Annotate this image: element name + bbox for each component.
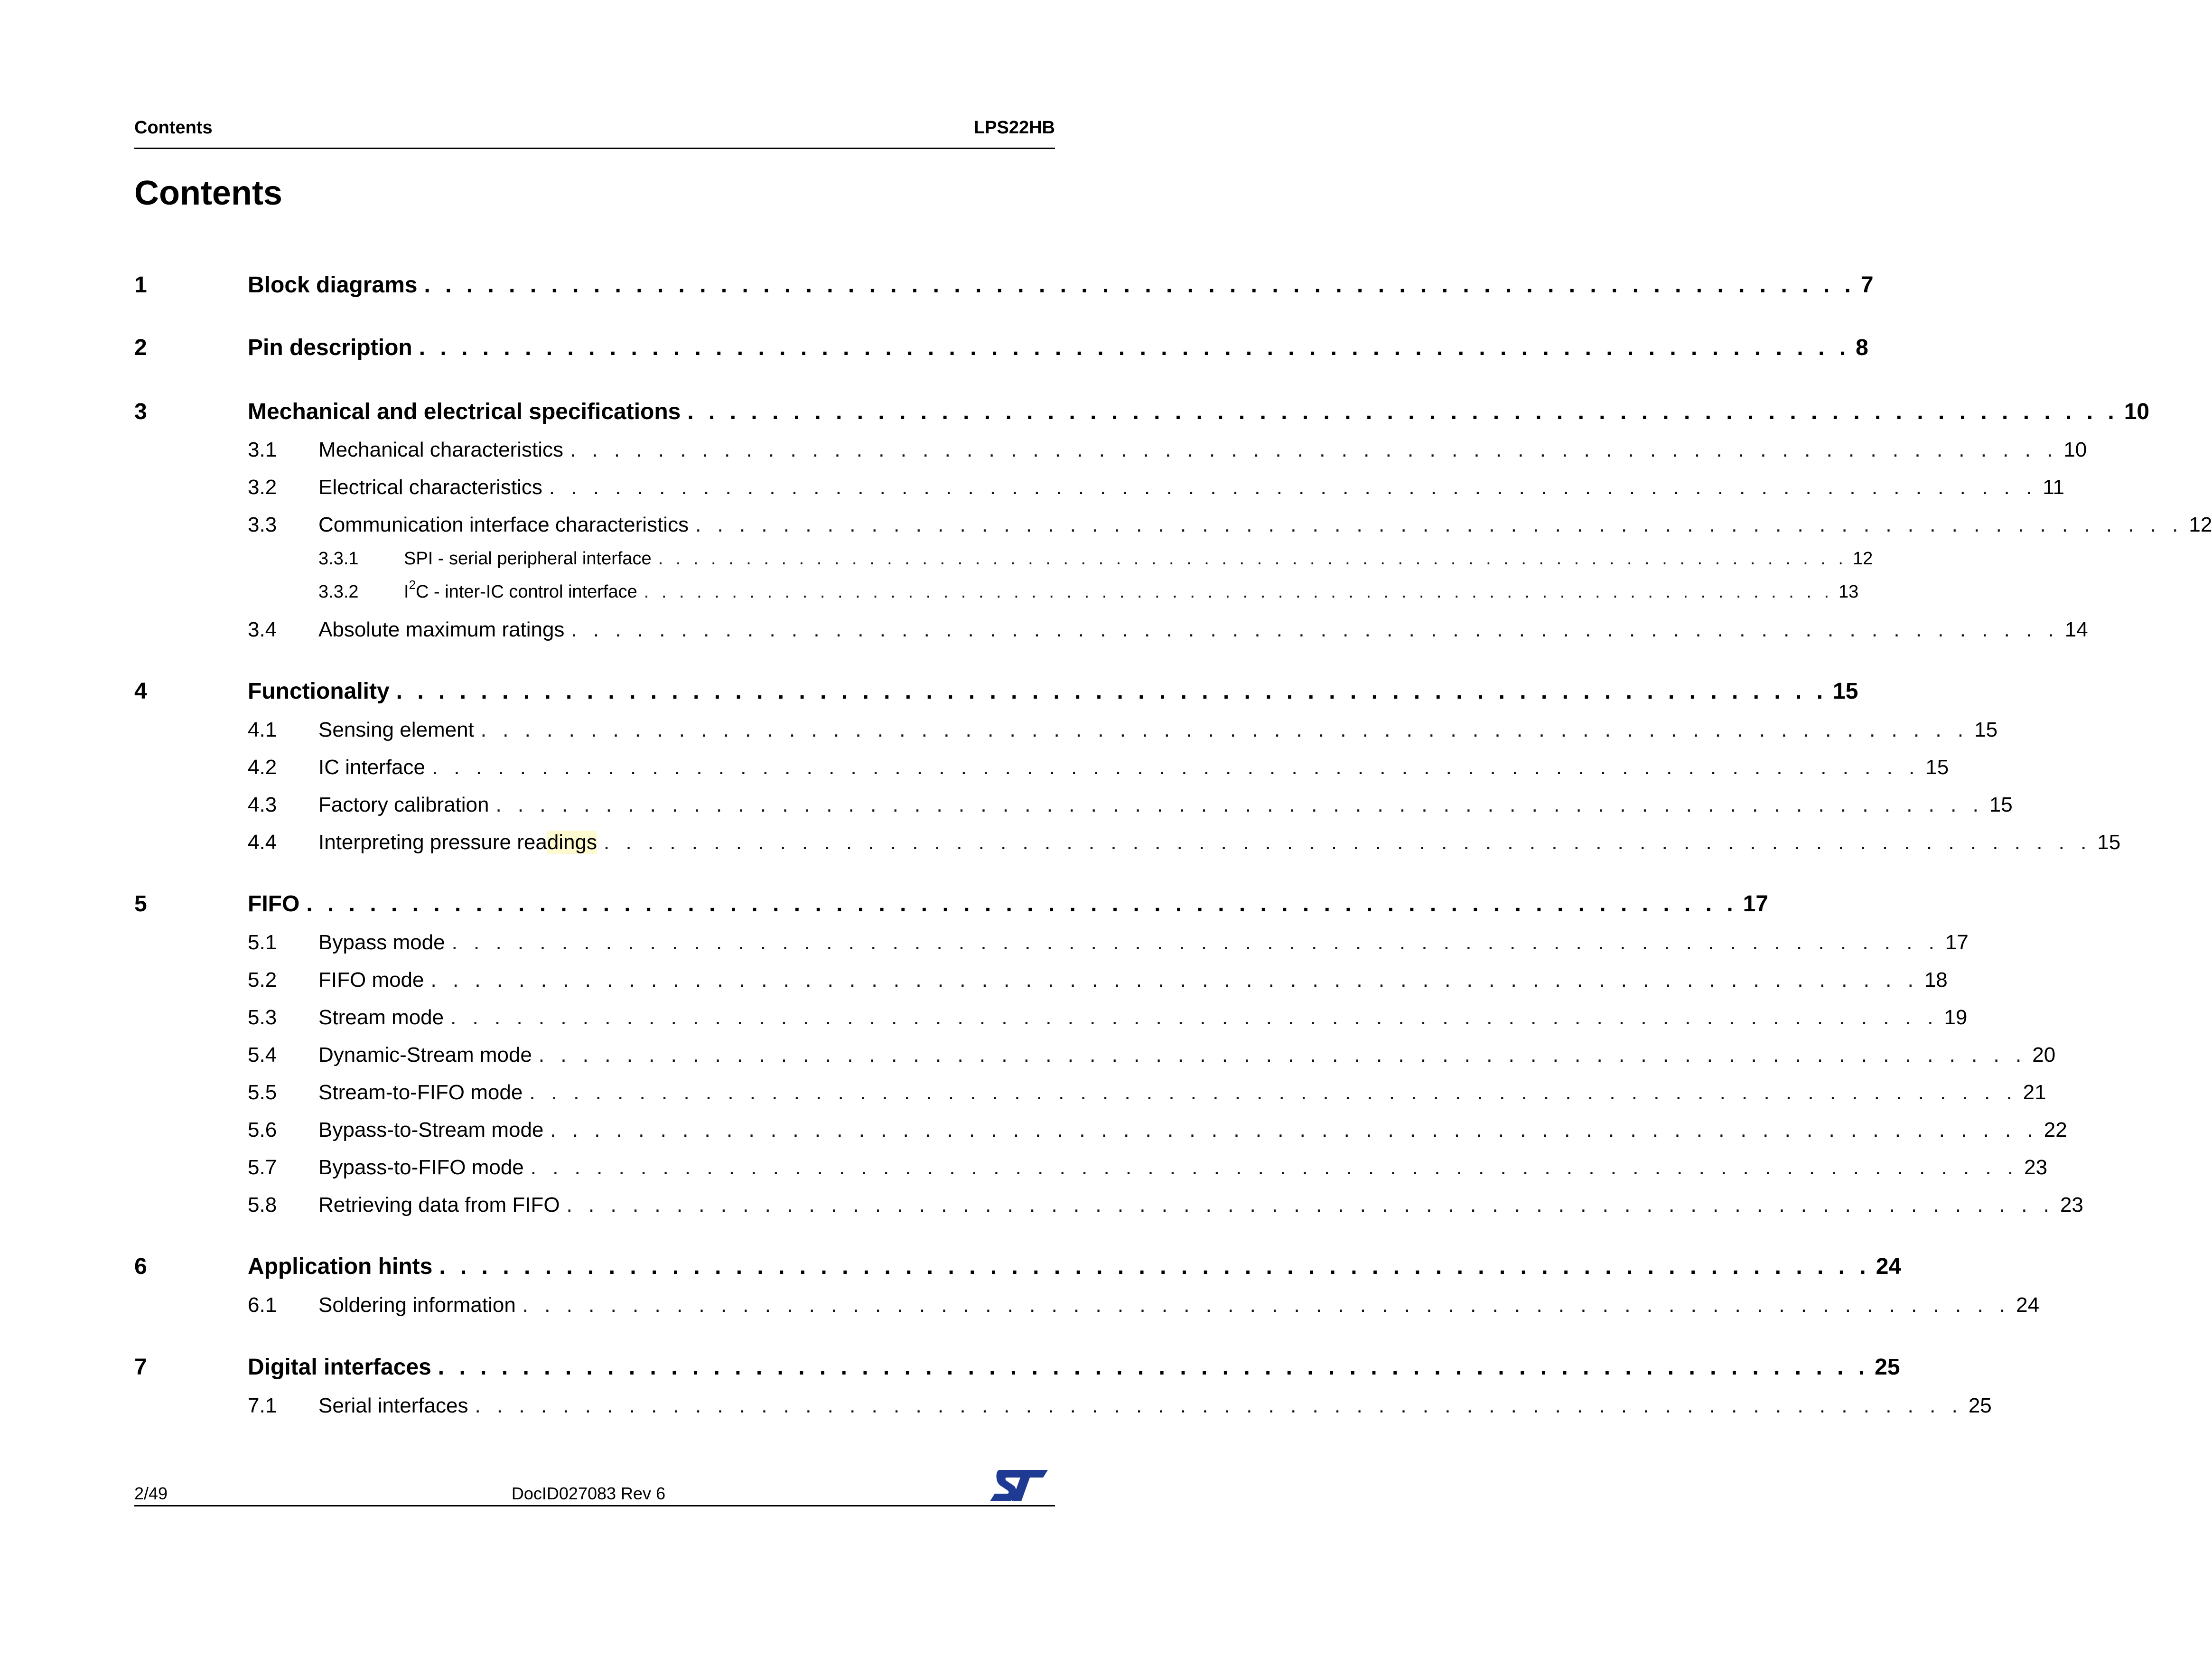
toc-entry-6[interactable]: 6 Application hints . . . . . . . . . . . . . . . . . . . . . . . . . . . . . . . . . . . . . . . . . . . . . . . . . . . . . . . . . . . . . . . . . . . . 24 [134,1254,1902,1279]
toc-page-number: 24 [1876,1254,1902,1279]
toc-title[interactable]: Absolute maximum ratings [318,618,565,641]
toc-entry-7[interactable]: 7 Digital interfaces . . . . . . . . . . . . . . . . . . . . . . . . . . . . . . . . . . . . . . . . . . . . . . . . . . . . . . . . . . . . . . . . . . . . 25 [134,1355,1900,1380]
toc-page-number: 25 [1875,1355,1900,1380]
toc-page-number: 11 [2043,476,2064,499]
toc-page-number: 10 [2063,438,2087,461]
toc-number: 5.2 [248,968,277,992]
toc-entry-5-2[interactable]: 5.2 FIFO mode . . . . . . . . . . . . . . . . . . . . . . . . . . . . . . . . . . . . . . . . . . . . . . . . . . . . . . . . . . . . . . . . . . . . 18 [248,968,1948,992]
toc-entry-5[interactable]: 5 FIFO . . . . . . . . . . . . . . . . . . . . . . . . . . . . . . . . . . . . . . . . . . . . . . . . . . . . . . . . . . . . . . . . . . . . 17 [134,891,1769,917]
toc-entry-4-3[interactable]: 4.3 Factory calibration . . . . . . . . . . . . . . . . . . . . . . . . . . . . . . . . . . . . . . . . . . . . . . . . . . . . . . . . . . . . . . . . . . . . 15 [248,793,2013,816]
toc-entry-3-3[interactable]: 3.3 Communication interface characteristics . . . . . . . . . . . . . . . . . . . . . . . . . . . . . . . . . . . . . . . . . . . . . . . . . . . . . . . . . . . . . . . . . . . . 12 [248,513,2212,536]
toc-number: 3.3.2 [318,582,359,602]
toc-page-number: 20 [2032,1043,2056,1066]
toc-title[interactable]: Serial interfaces [318,1394,468,1417]
toc-title[interactable]: Application hints [248,1254,433,1279]
toc-page-number: 14 [2064,618,2088,641]
toc-title[interactable]: Sensing element [318,718,474,741]
toc-page-number: 22 [2044,1118,2067,1141]
toc-title[interactable]: Bypass-to-Stream mode [318,1118,544,1141]
toc-entry-3-3-2[interactable]: 3.3.2 $I^2C$ - inter-IC control interface . . . . . . . . . . . . . . . . . . . . . . . . . . . . . . . . . . . . . . . . . . . . . . . . . . . . . . . . . . . . . . . . . . . . 13 [318,578,1859,602]
toc-page-number: 17 [1743,891,1769,917]
toc-page-number: 7 [1860,272,1874,298]
toc-entry-3-3-1[interactable]: 3.3.1 SPI - serial peripheral interface . . . . . . . . . . . . . . . . . . . . . . . . . . . . . . . . . . . . . . . . . . . . . . . . . . . . . . . . . . . . . . . . . . . . 12 [318,549,1873,569]
toc-entry-4[interactable]: 4 Functionality . . . . . . . . . . . . . . . . . . . . . . . . . . . . . . . . . . . . . . . . . . . . . . . . . . . . . . . . . . . . . . . . . . . . 15 [134,679,1858,704]
toc-number: 3.3.1 [318,549,359,569]
toc-page-number: 24 [2016,1293,2040,1317]
toc-number: 3.2 [248,476,277,499]
toc-entry-4-1[interactable]: 4.1 Sensing element . . . . . . . . . . . . . . . . . . . . . . . . . . . . . . . . . . . . . . . . . . . . . . . . . . . . . . . . . . . . . . . . . . . . 15 [248,718,1998,741]
toc-entry-3-2[interactable]: 3.2 Electrical characteristics . . . . . . . . . . . . . . . . . . . . . . . . . . . . . . . . . . . . . . . . . . . . . . . . . . . . . . . . . . . . . . . . . . . . 11 [248,476,2064,499]
toc-number: 4 [134,679,147,704]
toc-page-number: 15 [2097,831,2121,854]
toc-page-number: 8 [1856,335,1868,360]
toc-title[interactable]: Stream-to-FIFO mode [318,1081,523,1104]
toc-number: 6 [134,1254,147,1279]
toc-title[interactable]: Interpreting pressure readings [318,831,597,854]
toc-entry-5-5[interactable]: 5.5 Stream-to-FIFO mode . . . . . . . . . . . . . . . . . . . . . . . . . . . . . . . . . . . . . . . . . . . . . . . . . . . . . . . . . . . . . . . . . . . . 21 [248,1081,2046,1104]
toc-title[interactable]: FIFO mode [318,968,424,992]
header-divider [134,148,1055,149]
toc-page-number: 15 [1974,718,1998,741]
toc-entry-3-4[interactable]: 3.4 Absolute maximum ratings . . . . . . . . . . . . . . . . . . . . . . . . . . . . . . . . . . . . . . . . . . . . . . . . . . . . . . . . . . . . . . . . . . . . 14 [248,618,2088,641]
toc-page-number: 25 [1968,1394,1992,1417]
toc-title[interactable]: Bypass mode [318,931,445,954]
toc-entry-5-6[interactable]: 5.6 Bypass-to-Stream mode . . . . . . . . . . . . . . . . . . . . . . . . . . . . . . . . . . . . . . . . . . . . . . . . . . . . . . . . . . . . . . . . . . . . 22 [248,1118,2067,1141]
toc-title[interactable]: Electrical characteristics [318,476,542,499]
toc-page-number: 13 [1839,582,1859,602]
toc-page-number: 23 [2024,1156,2048,1179]
toc-title[interactable]: IC interface [318,756,425,779]
toc-title[interactable]: Functionality [248,679,390,704]
toc-title[interactable]: Retrieving data from FIFO [318,1193,560,1216]
footer-page-number: 2/49 [134,1484,168,1503]
toc-entry-7-1[interactable]: 7.1 Serial interfaces . . . . . . . . . . . . . . . . . . . . . . . . . . . . . . . . . . . . . . . . . . . . . . . . . . . . . . . . . . . . . . . . . . . . 25 [248,1394,1992,1417]
toc-number: 5.6 [248,1118,277,1141]
toc-title[interactable]: Block diagrams [248,272,418,298]
toc-entry-4-4[interactable]: 4.4 Interpreting pressure readings . . . . . . . . . . . . . . . . . . . . . . . . . . . . . . . . . . . . . . . . . . . . . . . . . . . . . . . . . . . . . . . . . . . . 15 [248,831,2121,854]
toc-title[interactable]: Bypass-to-FIFO mode [318,1156,524,1179]
toc-title[interactable]: Mechanical characteristics [318,438,563,461]
toc-entry-5-8[interactable]: 5.8 Retrieving data from FIFO . . . . . . . . . . . . . . . . . . . . . . . . . . . . . . . . . . . . . . . . . . . . . . . . . . . . . . . . . . . . . . . . . . . . 23 [248,1193,2083,1216]
toc-title[interactable]: Stream mode [318,1006,444,1029]
st-logo-icon [989,1468,1050,1503]
toc-title[interactable]: Mechanical and electrical specifications [248,399,681,424]
toc-title[interactable]: Soldering information [318,1293,516,1317]
footer-divider [134,1505,1055,1506]
search-highlight: dings [547,831,597,854]
toc-number: 4.4 [248,831,277,854]
toc-entry-3[interactable]: 3 Mechanical and electrical specifications . . . . . . . . . . . . . . . . . . . . . . . . . . . . . . . . . . . . . . . . . . . . . . . . . . . . . . . . . . . . . . . . . . . . 10 [134,399,2150,424]
toc-page-number: 19 [1944,1006,1968,1029]
toc-entry-5-4[interactable]: 5.4 Dynamic-Stream mode . . . . . . . . . . . . . . . . . . . . . . . . . . . . . . . . . . . . . . . . . . . . . . . . . . . . . . . . . . . . . . . . . . . . 20 [248,1043,2056,1066]
running-header-section: Contents [134,118,213,138]
toc-number: 5.8 [248,1193,277,1216]
toc-entry-1[interactable]: 1 Block diagrams . . . . . . . . . . . . . . . . . . . . . . . . . . . . . . . . . . . . . . . . . . . . . . . . . . . . . . . . . . . . . . . . . . . . 7 [134,272,1874,298]
toc-page-number: 15 [1989,793,2013,816]
toc-entry-5-1[interactable]: 5.1 Bypass mode . . . . . . . . . . . . . . . . . . . . . . . . . . . . . . . . . . . . . . . . . . . . . . . . . . . . . . . . . . . . . . . . . . . . 17 [248,931,1969,954]
toc-entry-4-2[interactable]: 4.2 IC interface . . . . . . . . . . . . . . . . . . . . . . . . . . . . . . . . . . . . . . . . . . . . . . . . . . . . . . . . . . . . . . . . . . . . 15 [248,756,1949,779]
toc-number: 2 [134,335,147,360]
toc-page-number: 23 [2060,1193,2083,1216]
toc-entry-3-1[interactable]: 3.1 Mechanical characteristics . . . . . . . . . . . . . . . . . . . . . . . . . . . . . . . . . . . . . . . . . . . . . . . . . . . . . . . . . . . . . . . . . . . . 10 [248,438,2087,461]
page-title: Contents [134,174,282,212]
toc-page-number: 17 [1945,931,1969,954]
toc-title[interactable]: FIFO [248,891,300,917]
toc-number: 7 [134,1355,147,1380]
toc-number: 3.3 [248,513,277,536]
toc-number: 5.5 [248,1081,277,1104]
toc-entry-2[interactable]: 2 Pin description . . . . . . . . . . . . . . . . . . . . . . . . . . . . . . . . . . . . . . . . . . . . . . . . . . . . . . . . . . . . . . . . . . . . 8 [134,335,1868,360]
footer-doc-id: DocID027083 Rev 6 [511,1484,666,1503]
toc-page-number: 10 [2124,399,2150,424]
toc-number: 3.4 [248,618,277,641]
toc-number: 3.1 [248,438,277,461]
toc-number: 1 [134,272,147,298]
toc-title[interactable]: Digital interfaces [248,1355,431,1380]
toc-entry-5-7[interactable]: 5.7 Bypass-to-FIFO mode . . . . . . . . . . . . . . . . . . . . . . . . . . . . . . . . . . . . . . . . . . . . . . . . . . . . . . . . . . . . . . . . . . . . 23 [248,1156,2048,1179]
toc-title[interactable]: Communication interface characteristics [318,513,689,536]
toc-number: 4.1 [248,718,277,741]
toc-number: 5.4 [248,1043,277,1066]
toc-page-number: 15 [1833,679,1858,704]
toc-entry-6-1[interactable]: 6.1 Soldering information . . . . . . . . . . . . . . . . . . . . . . . . . . . . . . . . . . . . . . . . . . . . . . . . . . . . . . . . . . . . . . . . . . . . 24 [248,1293,2040,1317]
toc-number: 5 [134,891,147,917]
toc-number: 4.3 [248,793,277,816]
toc-title[interactable]: Dynamic-Stream mode [318,1043,532,1066]
toc-page-number: 12 [2189,513,2212,536]
toc-title[interactable]: $I^2C$ - inter-IC control interface [404,578,637,602]
toc-title[interactable]: Pin description [248,335,412,360]
toc-page-number: 12 [1852,549,1873,569]
toc-title[interactable]: SPI - serial peripheral interface [404,549,652,569]
toc-page-number: 15 [1925,756,1949,779]
toc-number: 4.2 [248,756,277,779]
toc-entry-5-3[interactable]: 5.3 Stream mode . . . . . . . . . . . . . . . . . . . . . . . . . . . . . . . . . . . . . . . . . . . . . . . . . . . . . . . . . . . . . . . . . . . . 19 [248,1006,1968,1029]
toc-number: 5.7 [248,1156,277,1179]
toc-number: 6.1 [248,1293,277,1317]
toc-page-number: 18 [1924,968,1948,992]
toc-page-number: 21 [2023,1081,2046,1104]
toc-title[interactable]: Factory calibration [318,793,489,816]
toc-number: 7.1 [248,1394,277,1417]
toc-number: 5.1 [248,931,277,954]
toc-number: 3 [134,399,147,424]
toc-number: 5.3 [248,1006,277,1029]
running-header-product: LPS22HB [973,118,1055,138]
